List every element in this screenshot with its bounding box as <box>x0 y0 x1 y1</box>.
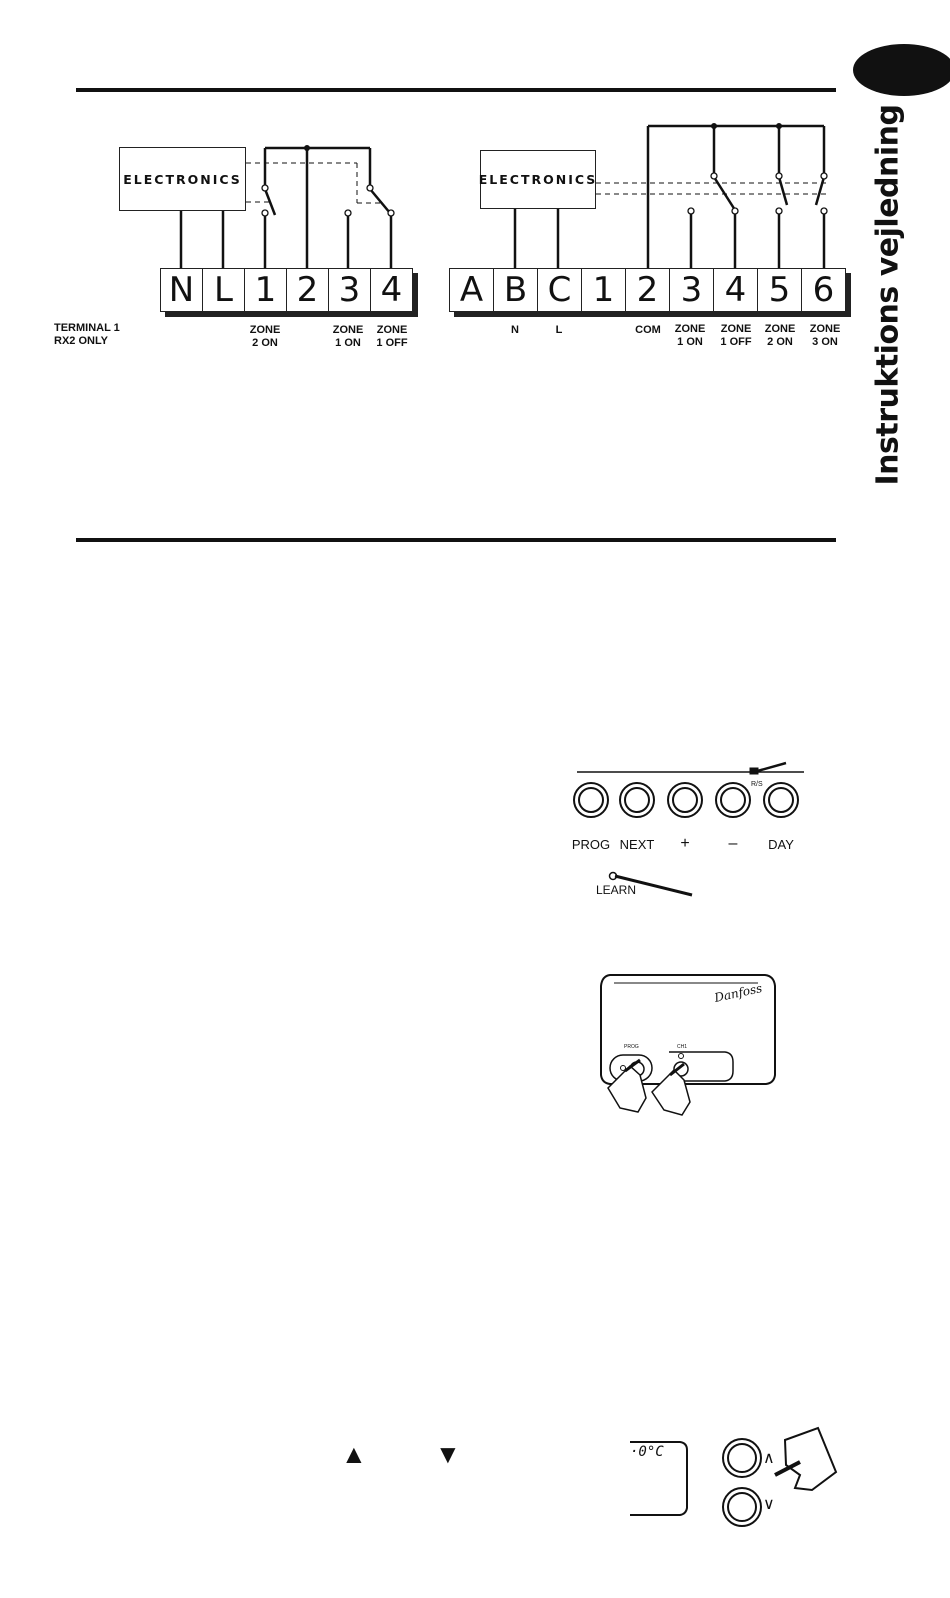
device-ch1-label: CH1 <box>677 1044 688 1050</box>
right-terminal: 5 <box>758 269 802 311</box>
day-button-label: DAY <box>768 837 794 852</box>
right-terminal: 2 <box>626 269 670 311</box>
terminal-label-n: N <box>511 324 519 336</box>
left-electronics-box: ELECTRONICS <box>119 147 246 211</box>
left-terminal: 1 <box>245 269 287 311</box>
zone-label: ZONE 2 ON <box>249 324 281 349</box>
side-title: Instruktions vejledning <box>870 104 906 486</box>
zone-label: ZONE 1 ON <box>332 324 364 349</box>
next-button-label: NEXT <box>619 837 655 852</box>
minus-button-label: – <box>728 835 738 852</box>
temperature-display: ·0°C <box>630 1444 664 1460</box>
right-terminal: 1 <box>582 269 626 311</box>
right-terminal: 4 <box>714 269 758 311</box>
right-terminal: A <box>450 269 494 311</box>
device-prog-label: PROG <box>624 1044 639 1050</box>
left-terminal: 4 <box>380 270 403 310</box>
terminal-label-com: COM <box>635 324 661 336</box>
right-electronics-box: ELECTRONICS <box>480 150 596 209</box>
right-terminal: 3 <box>670 269 714 311</box>
brand-logo: Danfoss <box>713 981 764 1005</box>
terminal-note: TERMINAL 1 RX2 ONLY <box>54 322 120 347</box>
plus-button-label: + <box>680 835 690 852</box>
left-terminal: N <box>161 269 203 311</box>
terminal-label-l: L <box>555 324 563 336</box>
left-terminal: 2 <box>287 269 329 311</box>
down-mark: ∨ <box>763 1496 775 1513</box>
down-arrow-icon: ▼ <box>435 1439 461 1469</box>
right-terminal: C <box>538 269 582 311</box>
zone-label: ZONE 3 ON <box>809 323 841 348</box>
right-terminal: 6 <box>812 270 835 310</box>
up-arrow-icon: ▲ <box>341 1439 367 1469</box>
learn-label: LEARN <box>596 883 637 897</box>
zone-label: ZONE 2 ON <box>764 323 796 348</box>
left-terminal: 3 <box>329 269 371 311</box>
prog-button-label: PROG <box>571 837 611 852</box>
zone-label: ZONE 1 ON <box>674 323 706 348</box>
zone-label: ZONE 1 OFF <box>376 324 408 349</box>
right-terminal: B <box>494 269 538 311</box>
zone-label: ZONE 1 OFF <box>720 323 752 348</box>
rs-label: R/S <box>751 781 763 788</box>
left-terminal: L <box>203 269 245 311</box>
up-mark: ∧ <box>763 1450 775 1467</box>
